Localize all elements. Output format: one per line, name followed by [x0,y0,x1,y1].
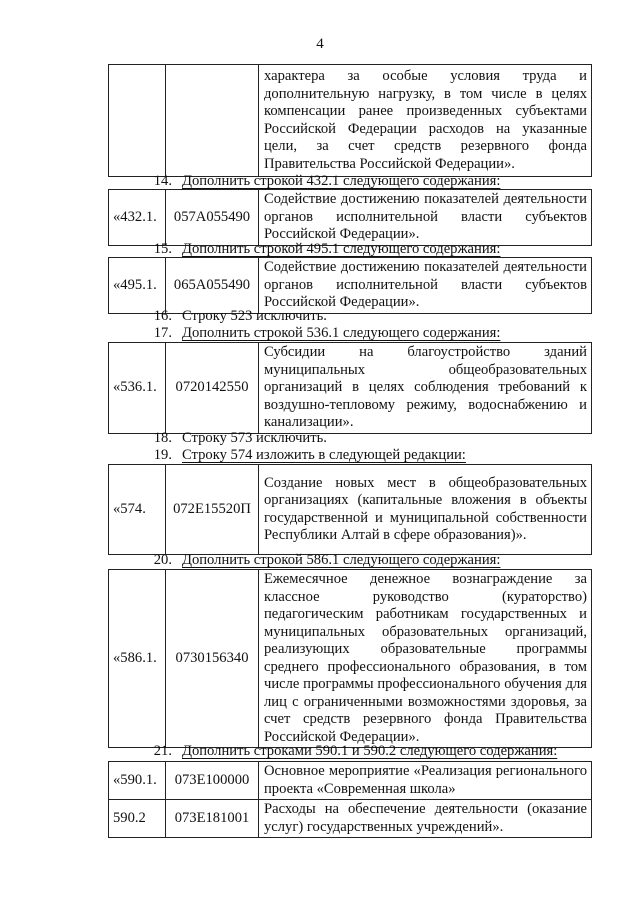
row-code-cell: 072E15520П [166,465,259,555]
instruction-text: Дополнить строкой 536.1 следующего содержания: [182,325,501,341]
instruction-number: 15. [153,241,172,257]
table-block-536-1 [108,342,592,434]
row-description-cell: Основное мероприятие «Реализация регионального проекта «Современная школа» [259,762,592,800]
row-code-cell [166,65,259,177]
table-row [109,65,592,177]
row-description-cell: Содействие достижению показателей деятельности органов исполнительной власти субъектов Российской Федерации». [259,190,592,246]
instruction-18 [108,430,592,447]
table-block-432-1 [108,189,592,246]
row-number-cell: «586.1. [109,570,166,748]
instruction-21 [108,743,592,760]
instruction-19 [108,447,592,464]
instruction-number: 19. [153,447,172,463]
table-block-495-1 [108,257,592,314]
instruction-20 [108,552,592,569]
table-row [109,258,592,314]
table-block-590 [108,761,592,838]
row-description-cell: Расходы на обеспечение деятельности (оказание услуг) государственных учреждений». [259,800,592,838]
instruction-text: Строку 523 исключить. [182,308,327,324]
table-row [109,190,592,246]
row-description-cell: Ежемесячное денежное вознаграждение за классное руководство (кураторство) педагогическим работникам государственных и муниципальных образовательных организаций, реализующих образовательные программы среднего профессионального образования, в том числе программы профессионального обучения для лиц с ограниченными возможностями здоровья, за счет средств резервного фонда Правительства Российской Федерации». [259,570,592,748]
row-number-cell: «590.1. [109,762,166,800]
instruction-14 [108,173,592,190]
instruction-17 [108,325,592,342]
row-description-cell: характера за особые условия труда и дополнительную нагрузку, в том числе в целях компенсации ранее произведенных субъектами Российской Федерации расходов на указанные цели, за счет средств резервного фонда Правительства Российской Федерации». [259,65,592,177]
row-description-cell: Содействие достижению показателей деятельности органов исполнительной власти субъектов Российской Федерации». [259,258,592,314]
row-code-cell: 073E181001 [166,800,259,838]
row-code-cell: 073E100000 [166,762,259,800]
row-description-cell: Создание новых мест в общеобразовательных организациях (капитальные вложения в объекты государственной и муниципальной собственности Республики Алтай в сфере образования)». [259,465,592,555]
row-number-cell: «495.1. [109,258,166,314]
instruction-15 [108,241,592,258]
row-number-cell [109,65,166,177]
instruction-text: Дополнить строкой 586.1 следующего содержания: [182,552,501,568]
instruction-number: 20. [153,552,172,568]
table-row [109,762,592,800]
page-number: 4 [316,36,324,52]
table-row [109,465,592,555]
row-number-cell: «432.1. [109,190,166,246]
table-row [109,800,592,838]
instruction-number: 18. [153,430,172,446]
instruction-text: Дополнить строкой 495.1 следующего содержания: [182,241,501,257]
row-code-cell: 065A055490 [166,258,259,314]
row-code-cell: 0730156340 [166,570,259,748]
row-code-cell: 0720142550 [166,343,259,434]
instruction-text: Дополнить строкой 432.1 следующего содержания: [182,173,501,189]
row-code-cell: 057A055490 [166,190,259,246]
row-number-cell: «536.1. [109,343,166,434]
table-block-574 [108,464,592,555]
instruction-number: 21. [153,743,172,759]
table-row [109,570,592,748]
instruction-number: 14. [153,173,172,189]
instruction-number: 17. [153,325,172,341]
instruction-16 [108,308,592,325]
table-row [109,343,592,434]
instruction-text: Дополнить строками 590.1 и 590.2 следующего содержания: [182,743,558,759]
instruction-text: Строку 574 изложить в следующей редакции: [182,447,466,463]
table-block-586-1 [108,569,592,748]
row-number-cell: «574. [109,465,166,555]
instruction-text: Строку 573 исключить. [182,430,327,446]
row-number-cell: 590.2 [109,800,166,838]
row-description-cell: Субсидии на благоустройство зданий муниципальных общеобразовательных организаций в целях соблюдения требований к воздушно-тепловому режиму, водоснабжению и канализации». [259,343,592,434]
table-block-continuation [108,64,592,177]
instruction-number: 16. [153,308,172,324]
